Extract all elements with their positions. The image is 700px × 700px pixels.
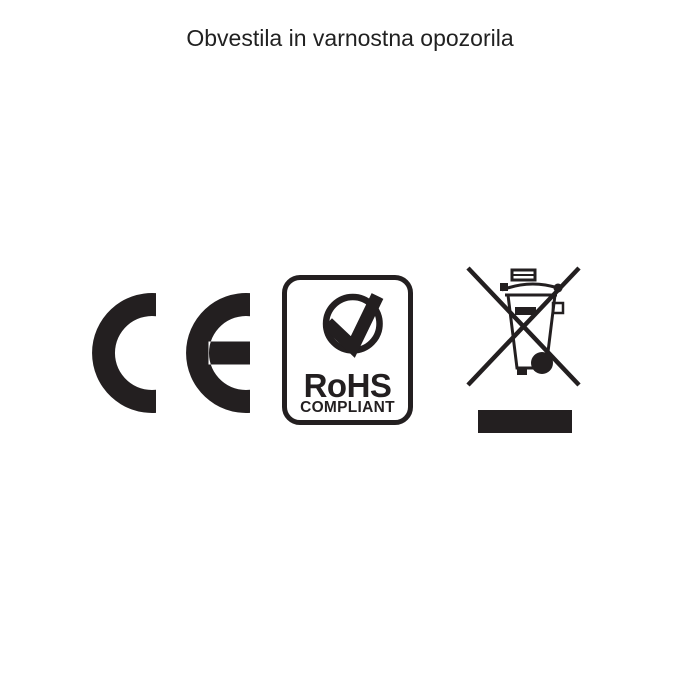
bin-front-mark: [515, 307, 536, 315]
bin-right-hinge: [554, 284, 563, 293]
ce-letter-c: [92, 293, 156, 413]
page-title: Obvestila in varnostna opozorila: [186, 25, 514, 51]
bin-foot: [517, 368, 527, 375]
weee-crossed-out-bin-icon: [460, 262, 585, 437]
ce-letter-e: [186, 293, 250, 413]
rohs-compliant-label: COMPLIANT: [300, 399, 395, 416]
weee-bar: [478, 410, 572, 433]
bin-left-hinge: [500, 283, 508, 291]
rohs-label: RoHS: [303, 367, 392, 404]
bin-wheel: [531, 352, 553, 374]
rohs-compliant-badge: [282, 275, 413, 425]
bin-lid: [502, 284, 558, 290]
ce-mark-icon: [90, 291, 252, 415]
